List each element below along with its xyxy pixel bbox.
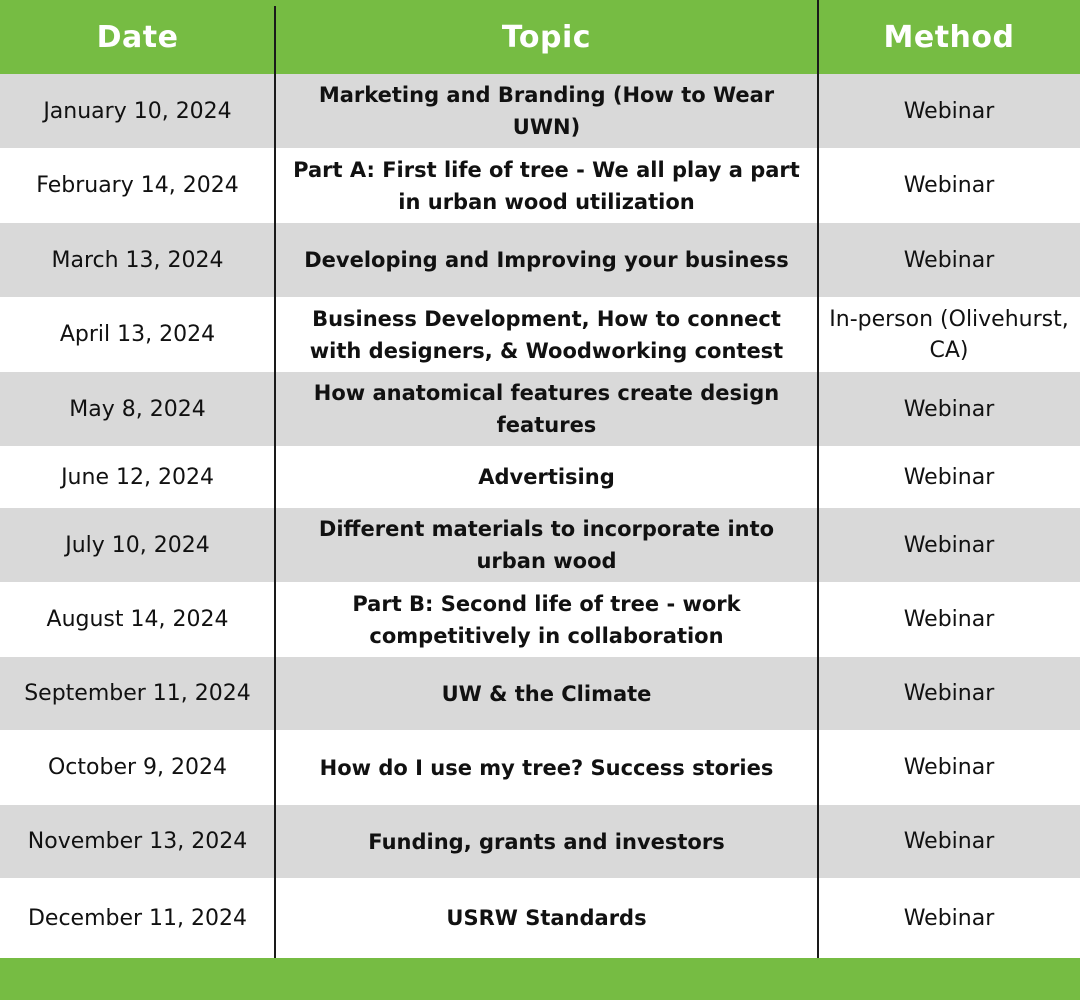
- row-date: January 10, 2024: [43, 98, 232, 124]
- row-date: May 8, 2024: [69, 396, 206, 422]
- table-row: [0, 657, 1080, 730]
- row-method: Webinar: [903, 755, 995, 780]
- row-topic: How anatomical features create design features: [313, 381, 780, 437]
- row-date: December 11, 2024: [27, 905, 248, 931]
- table-row: [0, 805, 1080, 878]
- row-method: Webinar: [903, 396, 995, 422]
- row-topic: How do I use my tree? Success stories: [319, 755, 774, 780]
- row-topic: Advertising: [478, 465, 615, 489]
- row-method: In-person (Olivehurst, CA): [829, 306, 1069, 363]
- row-topic: Business Development, How to connect with designers, & Woodworking contest: [309, 306, 784, 363]
- table-row: [0, 297, 1080, 372]
- row-date: August 14, 2024: [46, 607, 229, 632]
- row-method: Webinar: [903, 464, 995, 490]
- table-row: [0, 508, 1080, 582]
- table-row: [0, 372, 1080, 446]
- table-row: [0, 446, 1080, 508]
- row-topic: Part B: Second life of tree - work competitively in collaboration: [352, 591, 741, 648]
- table-body: [0, 74, 1080, 958]
- row-method: Webinar: [903, 829, 995, 854]
- row-date: February 14, 2024: [36, 173, 239, 198]
- row-date: June 12, 2024: [61, 464, 214, 490]
- row-date: September 11, 2024: [24, 681, 251, 706]
- table-row: [0, 878, 1080, 958]
- row-topic: Developing and Improving your business: [304, 248, 789, 272]
- row-method: Webinar: [903, 173, 995, 198]
- row-method: Webinar: [903, 98, 995, 124]
- header-method: Method: [883, 19, 1015, 55]
- table-row: [0, 74, 1080, 148]
- table-row: [0, 148, 1080, 223]
- header-topic: Topic: [501, 19, 592, 55]
- row-method: Webinar: [903, 247, 995, 273]
- row-topic: UW & the Climate: [441, 681, 652, 706]
- row-date: October 9, 2024: [47, 755, 227, 780]
- table-row: [0, 582, 1080, 657]
- row-date: March 13, 2024: [51, 247, 224, 273]
- header-date: Date: [96, 19, 179, 55]
- row-date: April 13, 2024: [59, 322, 216, 347]
- row-topic: Different materials to incorporate into urban wood: [318, 517, 775, 573]
- row-method: Webinar: [903, 905, 995, 931]
- row-topic: USRW Standards: [446, 906, 647, 930]
- row-date: November 13, 2024: [27, 829, 248, 854]
- column-divider-right: [817, 0, 819, 958]
- table-row: [0, 730, 1080, 805]
- row-method: Webinar: [903, 607, 995, 632]
- row-topic: Marketing and Branding (How to Wear UWN): [318, 83, 775, 139]
- footer-bar: [0, 958, 1080, 1000]
- table-row: [0, 223, 1080, 297]
- column-divider-left: [274, 6, 276, 958]
- row-method: Webinar: [903, 681, 995, 706]
- table-header-row: [0, 0, 1080, 74]
- row-date: July 10, 2024: [65, 532, 210, 558]
- row-method: Webinar: [903, 532, 995, 558]
- row-topic: Funding, grants and investors: [368, 829, 725, 854]
- row-topic: Part A: First life of tree - We all play a part in urban wood utilization: [293, 157, 800, 214]
